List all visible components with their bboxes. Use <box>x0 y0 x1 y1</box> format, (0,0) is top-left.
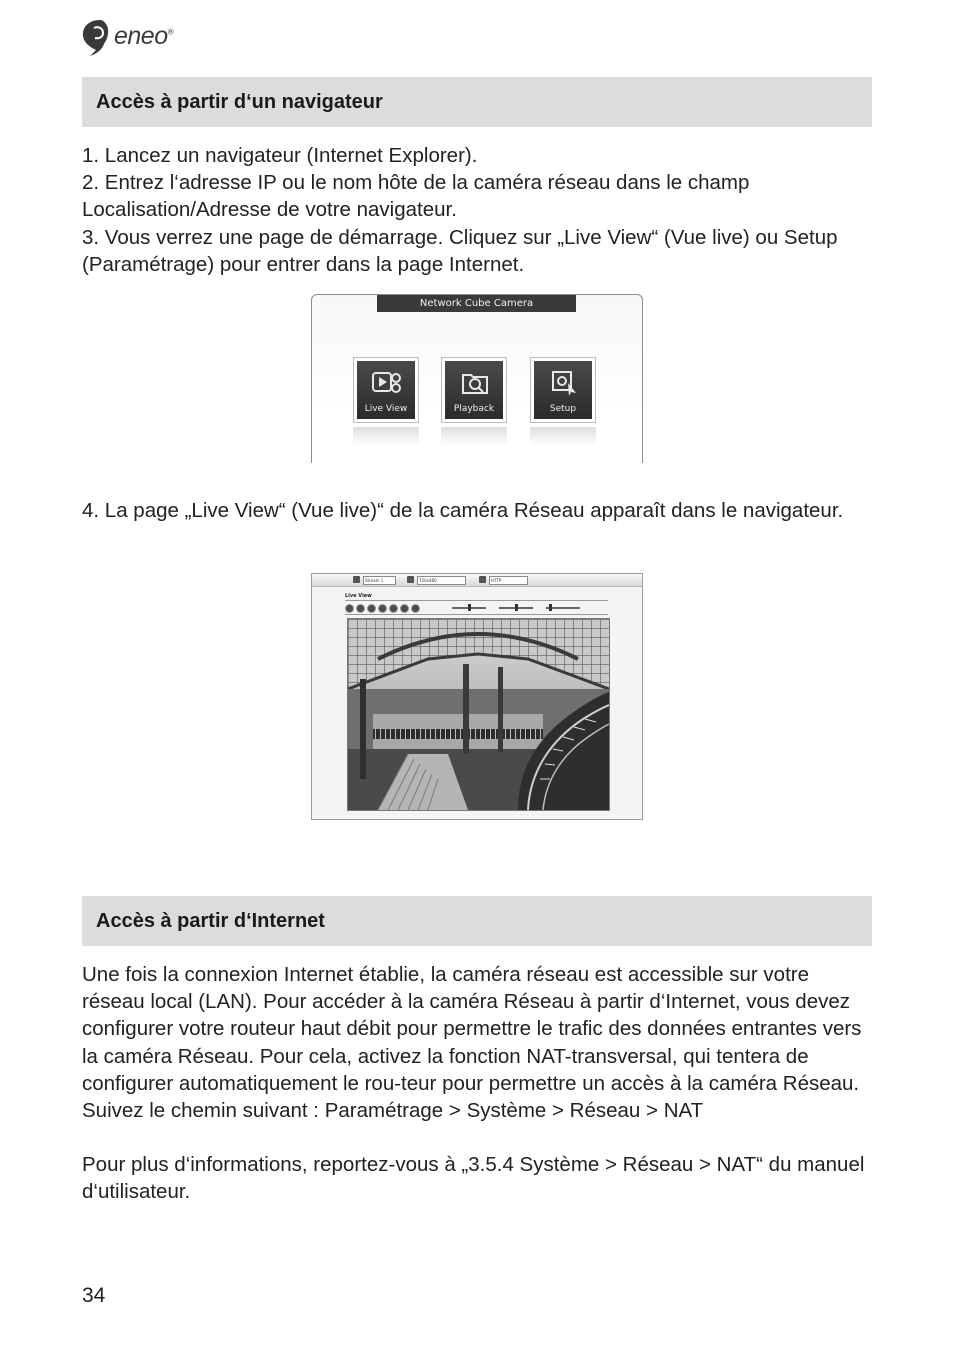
playback-tile[interactable] <box>441 357 507 423</box>
camera-title-bar: Network Cube Camera <box>377 295 576 312</box>
internet-paragraph-1: Une fois la connexion Internet établie, la caméra réseau est accessible sur votre réseau local (LAN). Pour accéder à la caméra Réseau à partir d‘Internet, vous devez configurer votre routeur haut débit pour permettre le trafic des données entrantes vers la caméra Réseau. Pour cela, activez la fonction NAT-transversal, qui tentera de configurer automatiquement le rou-teur pour permettre un accès à la caméra Réseau. Suivez le chemin suivant : Paramétrage > Système > Réseau > NAT <box>82 963 862 1123</box>
stream-select[interactable]: Stream 1 <box>363 576 396 585</box>
logo-wordmark: eneo® <box>114 22 174 50</box>
fullscreen-button[interactable] <box>411 604 420 613</box>
record-button[interactable] <box>356 604 365 613</box>
stop-button[interactable] <box>367 604 376 613</box>
protocol-icon <box>479 576 486 583</box>
snapshot-button[interactable] <box>345 604 354 613</box>
start-page-screenshot <box>311 294 643 464</box>
audio-button[interactable] <box>389 604 398 613</box>
tile-label: Live View <box>364 404 408 414</box>
tile-reflection <box>353 427 419 445</box>
live-view-screenshot <box>311 573 643 820</box>
tile-label: Setup <box>549 404 577 414</box>
eneo-logo <box>80 18 190 58</box>
volume-slider[interactable] <box>452 607 486 609</box>
divider <box>345 614 608 615</box>
live-view-tile[interactable] <box>353 357 419 423</box>
mic-slider[interactable] <box>499 607 533 609</box>
stream-icon <box>353 576 360 583</box>
section-heading-browser: Accès à partir d‘un navigateur <box>82 77 872 127</box>
play-camera-icon <box>371 369 403 397</box>
setup-cursor-icon <box>548 369 580 397</box>
setup-tile[interactable] <box>530 357 596 423</box>
step-2: 2. Entrez l‘adresse IP ou le nom hôte de la caméra réseau dans le champ Localisation/Adresse de votre navigateur. <box>82 171 750 222</box>
divider <box>345 600 608 601</box>
folder-search-icon <box>459 369 491 397</box>
tile-reflection <box>441 427 507 445</box>
browser-steps <box>82 142 877 278</box>
page-number: 34 <box>82 1284 106 1307</box>
resolution-select[interactable]: 720x480 <box>417 576 466 585</box>
step-4: 4. La page „Live View“ (Vue live)“ de la caméra Réseau apparaît dans le navigateur. <box>82 499 844 522</box>
live-view-label: Live View <box>345 593 372 599</box>
tile-reflection <box>530 427 596 445</box>
tile-label: Playback <box>453 404 495 414</box>
resolution-icon <box>407 576 414 583</box>
step-3: 3. Vous verrez une page de démarrage. Cliquez sur „Live View“ (Vue live) ou Setup (Paramétrage) pour entrer dans la page Internet. <box>82 225 838 276</box>
live-view-toolbar <box>312 574 642 587</box>
internet-paragraph-2: Pour plus d‘informations, reportez-vous à „3.5.4 Système > Réseau > NAT“ du manuel d‘utilisateur. <box>82 1153 865 1204</box>
step-1: 1. Lancez un navigateur (Internet Explorer). <box>82 144 478 167</box>
mic-button[interactable] <box>400 604 409 613</box>
zoom-button[interactable] <box>378 604 387 613</box>
protocol-select[interactable]: HTTP <box>489 576 528 585</box>
internet-body <box>82 961 874 1206</box>
logo-mark-icon <box>80 18 114 58</box>
zoom-slider[interactable] <box>546 607 580 609</box>
section-heading-internet: Accès à partir d‘Internet <box>82 896 872 946</box>
video-frame <box>347 618 610 811</box>
